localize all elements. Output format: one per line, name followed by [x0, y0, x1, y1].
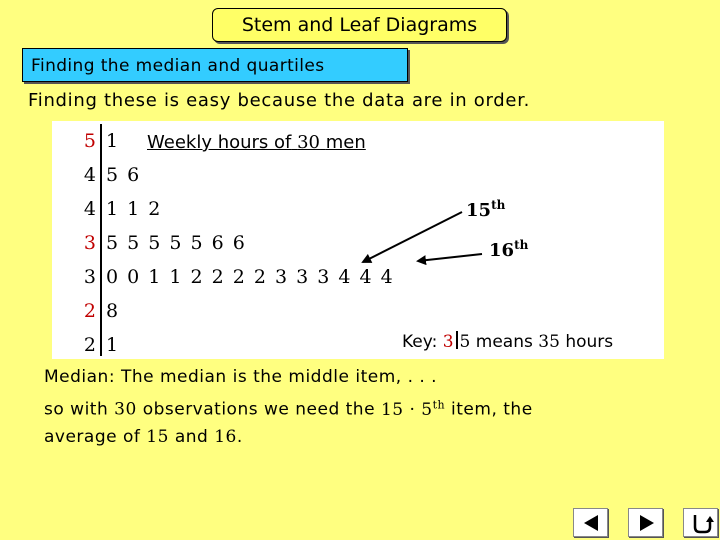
diagram-title: Weekly hours of 30 men [147, 132, 366, 153]
median-position: 15 · 5th [380, 398, 446, 420]
median-line-1: Median: The median is the middle item, . . . [44, 367, 438, 387]
back-button[interactable] [573, 508, 608, 537]
stem-value: 3 [83, 232, 96, 254]
arrow-15th [363, 212, 462, 262]
stem-value: 4 [83, 164, 96, 186]
leaf-values: 8 [106, 300, 119, 322]
section-subtitle: Finding the median and quartiles [22, 48, 408, 82]
return-button[interactable] [683, 508, 718, 537]
label-16th: 16th [489, 238, 529, 261]
label-15th: 15th [466, 198, 506, 221]
stem-value: 4 [83, 198, 96, 220]
leaf-values: 5 5 5 5 5 6 6 [106, 232, 245, 254]
return-arrow-icon [684, 509, 719, 538]
intro-text: Finding these is easy because the data are in order. [28, 90, 531, 111]
forward-arrow-icon [629, 509, 664, 538]
forward-button[interactable] [628, 508, 663, 537]
stem-value: 2 [83, 334, 96, 356]
median-explanation [44, 364, 533, 451]
leaf-values: 5 6 [106, 164, 140, 186]
leaf-values: 1 [106, 334, 119, 356]
page-title: Stem and Leaf Diagrams [212, 8, 507, 42]
stem-value: 5 [83, 130, 96, 152]
median-line-2: so with 30 observations we need the 15 · 5th item, the [44, 398, 533, 420]
diagram-key: Key: 3 5 means 35 hours [402, 332, 614, 352]
median-line-3: average of 15 and 16. [44, 426, 243, 447]
back-arrow-icon [574, 509, 609, 538]
stem-value: 2 [83, 300, 96, 322]
leaf-values: 1 1 2 [106, 198, 161, 220]
leaf-values: 1 [106, 130, 119, 152]
stem-value: 3 [83, 266, 96, 288]
leaf-values: 0 0 1 1 2 2 2 2 3 3 3 4 4 4 [106, 266, 393, 288]
arrow-16th [418, 254, 482, 261]
